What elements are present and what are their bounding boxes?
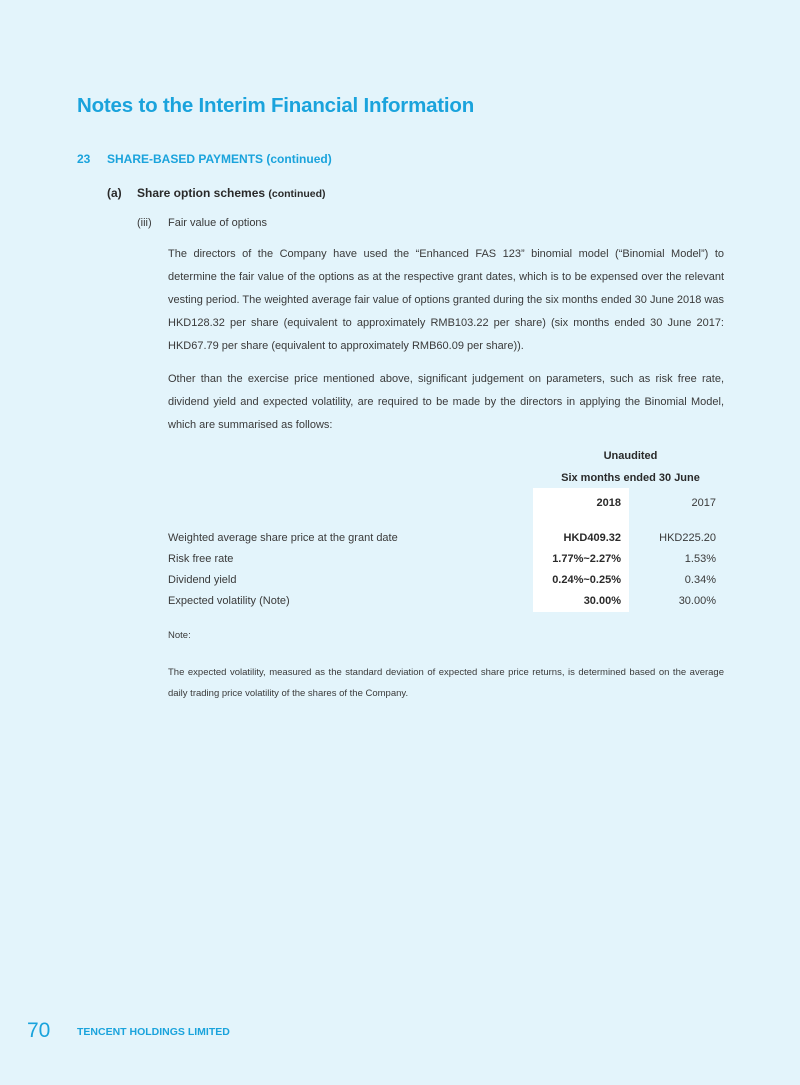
value-2017: HKD225.20 (659, 532, 716, 544)
table-header-unaudited: Unaudited (603, 450, 658, 462)
item-heading (137, 217, 267, 229)
subsection-suffix: (continued) (268, 188, 326, 200)
value-2018: 1.77%~2.27% (552, 553, 621, 565)
section-title: SHARE-BASED PAYMENTS (107, 152, 264, 166)
value-2017: 0.34% (684, 574, 716, 586)
row-label: Risk free rate (168, 553, 234, 565)
column-header-2018: 2018 (596, 497, 621, 509)
subsection-title: Share option schemes (137, 186, 266, 200)
page-title: Notes to the Interim Financial Information (77, 94, 475, 117)
section-heading (77, 152, 332, 166)
table-row (168, 595, 716, 616)
subsection-heading (107, 186, 326, 200)
row-label: Weighted average share price at the grant date (168, 532, 398, 544)
paragraph-parameters: Other than the exercise price mentioned above, significant judgement on parameters, such as risk free rate, dividend yield and expected volatility, are required to be made by the directors in applying the Binomial Model, which are summarised as follows: (168, 373, 724, 431)
subsection-letter: (a) (107, 186, 122, 200)
section-number: 23 (77, 152, 91, 166)
section-suffix: (continued) (266, 152, 332, 166)
value-2018: 30.00% (583, 595, 621, 607)
value-2017: 1.53% (684, 553, 716, 565)
column-header-2017: 2017 (691, 497, 716, 509)
note-text: The expected volatility, measured as the standard deviation of expected share price returns, is determined based on the average daily trading price volatility of the shares of the Company. (168, 667, 724, 699)
paragraph-fair-value-method: The directors of the Company have used the “Enhanced FAS 123” binomial model (“Binomial Model”) to determine the fair value of the options as at the respective grant dates, which is to be expensed over the relevant vesting period. The weighted average fair value of options granted during the six months ended 30 June 2018 was HKD128.32 per share (equivalent to approximately RMB103.22 per share) (six months ended 30 June 2017: HKD67.79 per share (equivalent to approximately RMB60.09 per share)). (168, 248, 724, 352)
page-number: 70 (27, 1019, 51, 1042)
row-label: Expected volatility (Note) (168, 595, 290, 607)
table-header-period: Six months ended 30 June (561, 472, 700, 484)
row-label: Dividend yield (168, 574, 237, 586)
item-title: Fair value of options (168, 217, 268, 229)
value-2018: 0.24%~0.25% (552, 574, 621, 586)
value-2018: HKD409.32 (563, 532, 621, 544)
item-roman: (iii) (137, 217, 152, 229)
table-row (168, 553, 716, 574)
table-row (168, 532, 716, 553)
value-2017: 30.00% (678, 595, 716, 607)
table-row (168, 574, 716, 595)
footer-company-name: TENCENT HOLDINGS LIMITED (77, 1026, 230, 1038)
note-label: Note: (168, 630, 191, 641)
